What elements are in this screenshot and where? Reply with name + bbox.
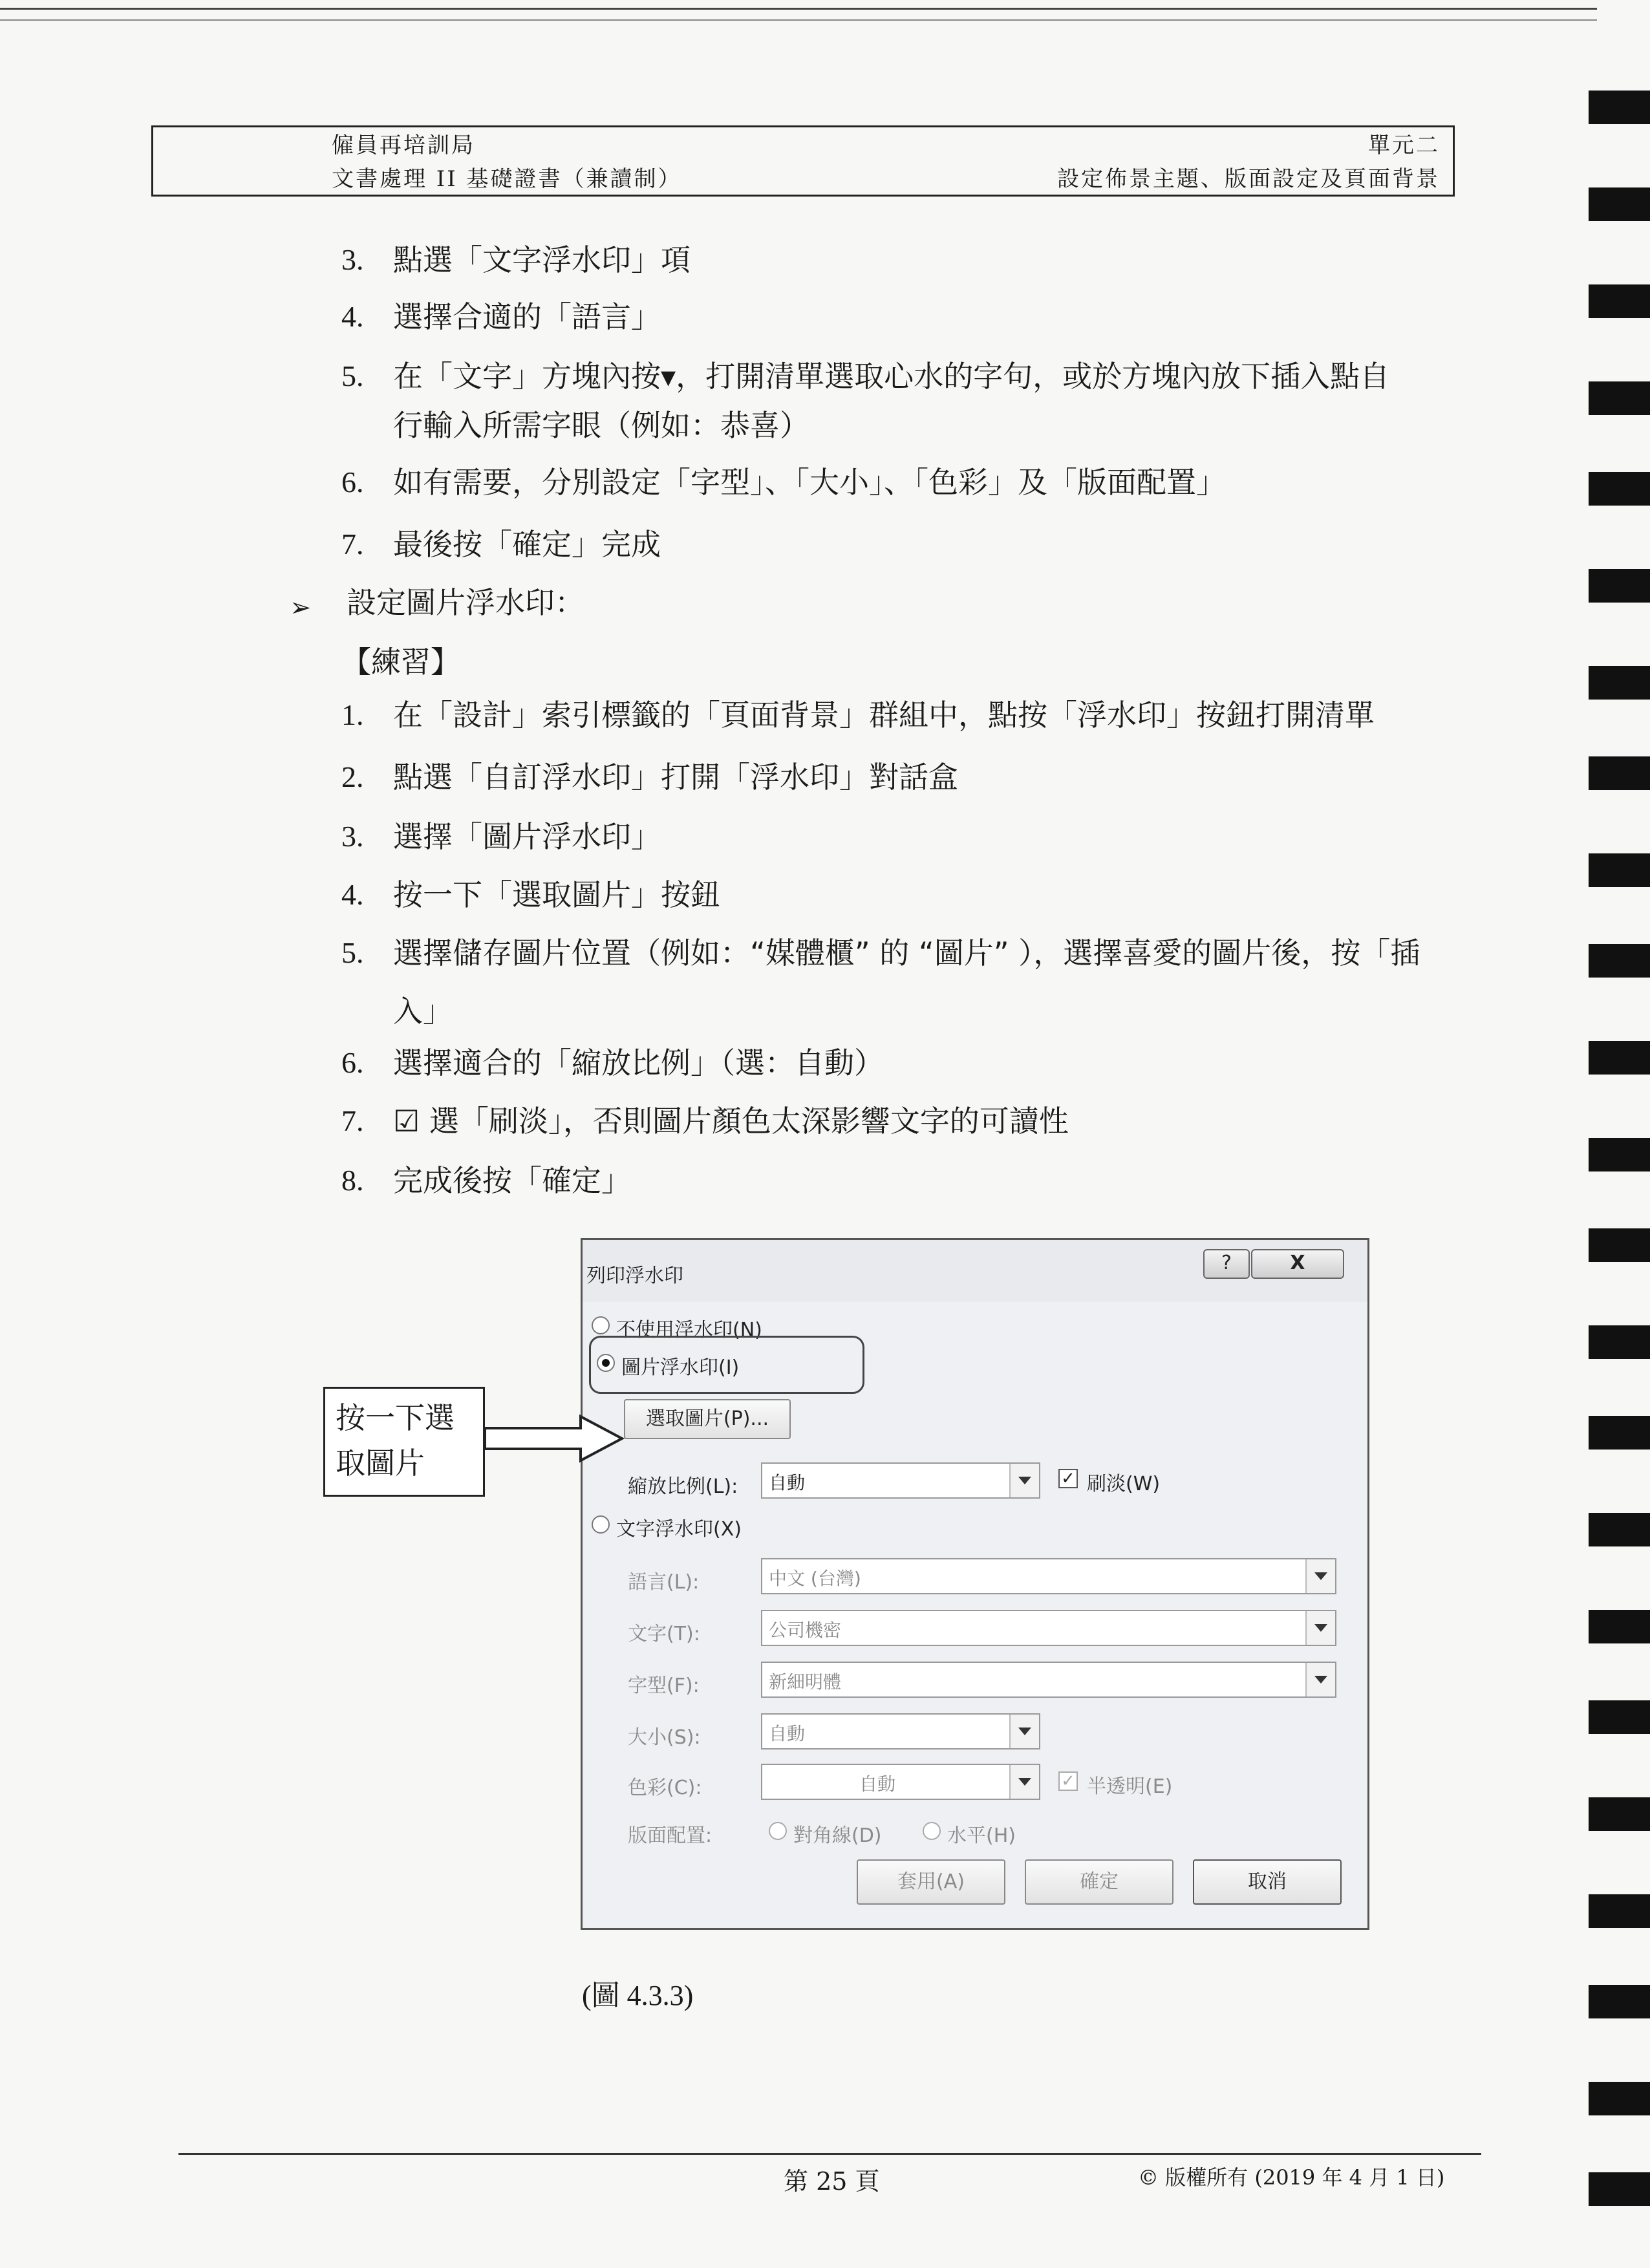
- size-select[interactable]: [761, 1713, 1040, 1749]
- chevron-down-icon: [1305, 1663, 1335, 1696]
- step-text: 按一下「選取圖片」按鈕: [393, 877, 720, 912]
- chevron-down-icon: [1305, 1611, 1335, 1645]
- step-text: 完成後按「確定」: [393, 1163, 631, 1198]
- step-num: 8.: [341, 1164, 364, 1197]
- no-watermark-radio[interactable]: [592, 1316, 610, 1334]
- header-org: 僱員再培訓局: [332, 133, 475, 158]
- callout-line1: 按一下選: [336, 1400, 455, 1435]
- select-picture-button[interactable]: 選取圖片(P)...: [624, 1399, 791, 1439]
- washout-label: 刷淡(W): [1087, 1473, 1161, 1495]
- color-label: 色彩(C):: [628, 1777, 702, 1799]
- dialog-body: [583, 1302, 1367, 1929]
- language-value: 中文 (台灣): [769, 1568, 861, 1589]
- step-num: 3.: [341, 820, 364, 853]
- washout-checkbox[interactable]: ✓: [1058, 1469, 1078, 1488]
- no-watermark-label: 不使用浮水印(N): [616, 1319, 762, 1342]
- step-text: 選擇儲存圖片位置（例如：“媒體櫃” 的 “圖片” ），選擇喜愛的圖片後，按「插: [393, 936, 1420, 970]
- step-text-cont: 入」: [393, 994, 453, 1029]
- dialog-titlebar: [583, 1240, 1367, 1302]
- step-num: 3.: [341, 243, 364, 276]
- copyright: © 版權所有 (2019 年 4 月 1 日): [1138, 2165, 1445, 2190]
- color-select[interactable]: [761, 1764, 1040, 1800]
- chevron-down-icon: [1305, 1559, 1335, 1593]
- close-button[interactable]: X: [1251, 1249, 1344, 1279]
- practice-label: 【練習】: [341, 645, 460, 679]
- step-text: 點選「自訂浮水印」打開「浮水印」對話盒: [393, 760, 958, 795]
- chevron-down-icon: [1009, 1765, 1039, 1799]
- text-select[interactable]: [761, 1610, 1336, 1646]
- step-num: 1.: [341, 698, 364, 731]
- step-text: 最後按「確定」完成: [393, 527, 661, 562]
- font-label: 字型(F):: [628, 1674, 700, 1697]
- layout-label: 版面配置:: [628, 1824, 712, 1847]
- scale-value: 自動: [769, 1472, 806, 1493]
- step-num: 2.: [341, 760, 364, 793]
- callout-box: [323, 1387, 485, 1497]
- layout-horizontal-radio[interactable]: [923, 1822, 941, 1840]
- step-text: 在「設計」索引標籤的「頁面背景」群組中，點按「浮水印」按鈕打開清單: [393, 698, 1375, 733]
- page-number: 第 25 頁: [784, 2167, 880, 2196]
- cancel-button[interactable]: 取消: [1193, 1859, 1342, 1905]
- scale-label: 縮放比例(L):: [628, 1475, 738, 1498]
- font-value: 新細明體: [769, 1671, 842, 1693]
- header-unit: 單元二: [1368, 133, 1440, 158]
- step-num: 5.: [341, 359, 364, 392]
- step-text: 選擇合適的「語言」: [393, 299, 661, 334]
- layout-horizontal-label: 水平(H): [947, 1824, 1016, 1847]
- header-course: 文書處理 II 基礎證書（兼讀制）: [332, 166, 682, 192]
- step-text: ☑ 選「刷淡」，否則圖片顏色太深影響文字的可讀性: [393, 1104, 1069, 1139]
- step-num: 5.: [341, 936, 364, 969]
- step-num: 7.: [341, 1104, 364, 1137]
- dialog-title: 列印浮水印: [586, 1265, 683, 1287]
- step-text: 如有需要，分別設定「字型」、「大小」、「色彩」及「版面配置」: [393, 465, 1226, 500]
- step-num: 7.: [341, 528, 364, 561]
- step-num: 6.: [341, 465, 364, 498]
- apply-button[interactable]: 套用(A): [857, 1859, 1005, 1905]
- scale-select[interactable]: [761, 1462, 1040, 1499]
- header-topic: 設定佈景主題、版面設定及頁面背景: [1057, 166, 1440, 192]
- semitransparent-checkbox[interactable]: ✓: [1058, 1771, 1078, 1791]
- step-text-cont: 行輸入所需字眼（例如：恭喜）: [393, 408, 809, 443]
- section-title: 設定圖片浮水印：: [347, 585, 584, 620]
- step-num: 4.: [341, 878, 364, 911]
- step-text: 選擇適合的「縮放比例」（選：自動）: [393, 1045, 884, 1080]
- footer-divider: [178, 2153, 1481, 2155]
- step-text: 在「文字」方塊內按▾，打開清單選取心水的字句，或於方塊內放下插入點自: [393, 359, 1390, 394]
- ok-button[interactable]: 確定: [1025, 1859, 1173, 1905]
- layout-diagonal-label: 對角線(D): [793, 1824, 882, 1847]
- step-text: 點選「文字浮水印」項: [393, 242, 691, 277]
- chevron-down-icon: [1009, 1715, 1039, 1748]
- figure-caption: (圖 4.3.3): [582, 1980, 694, 2011]
- language-label: 語言(L):: [628, 1571, 700, 1594]
- layout-diagonal-radio[interactable]: [769, 1822, 787, 1840]
- color-value: 自動: [859, 1773, 896, 1795]
- font-select[interactable]: [761, 1662, 1336, 1698]
- language-select[interactable]: [761, 1558, 1336, 1594]
- text-label: 文字(T):: [628, 1623, 700, 1645]
- text-value: 公司機密: [769, 1620, 842, 1641]
- callout-arrow-icon: [484, 1413, 626, 1464]
- step-num: 6.: [341, 1046, 364, 1079]
- size-value: 自動: [769, 1723, 806, 1744]
- text-watermark-radio[interactable]: [592, 1515, 610, 1534]
- callout-line2: 取圖片: [336, 1446, 425, 1481]
- size-label: 大小(S):: [628, 1726, 701, 1749]
- picture-watermark-radio[interactable]: [597, 1354, 615, 1372]
- picture-watermark-label: 圖片浮水印(I): [621, 1356, 740, 1379]
- step-num: 4.: [341, 300, 364, 333]
- text-watermark-label: 文字浮水印(X): [616, 1518, 742, 1541]
- help-button[interactable]: ?: [1203, 1249, 1250, 1279]
- chevron-down-icon: [1009, 1464, 1039, 1497]
- bullet-arrow-icon: ➢: [290, 593, 312, 623]
- step-text: 選擇「圖片浮水印」: [393, 819, 661, 854]
- semitransparent-label: 半透明(E): [1087, 1775, 1173, 1798]
- watermark-dialog: [581, 1238, 1369, 1930]
